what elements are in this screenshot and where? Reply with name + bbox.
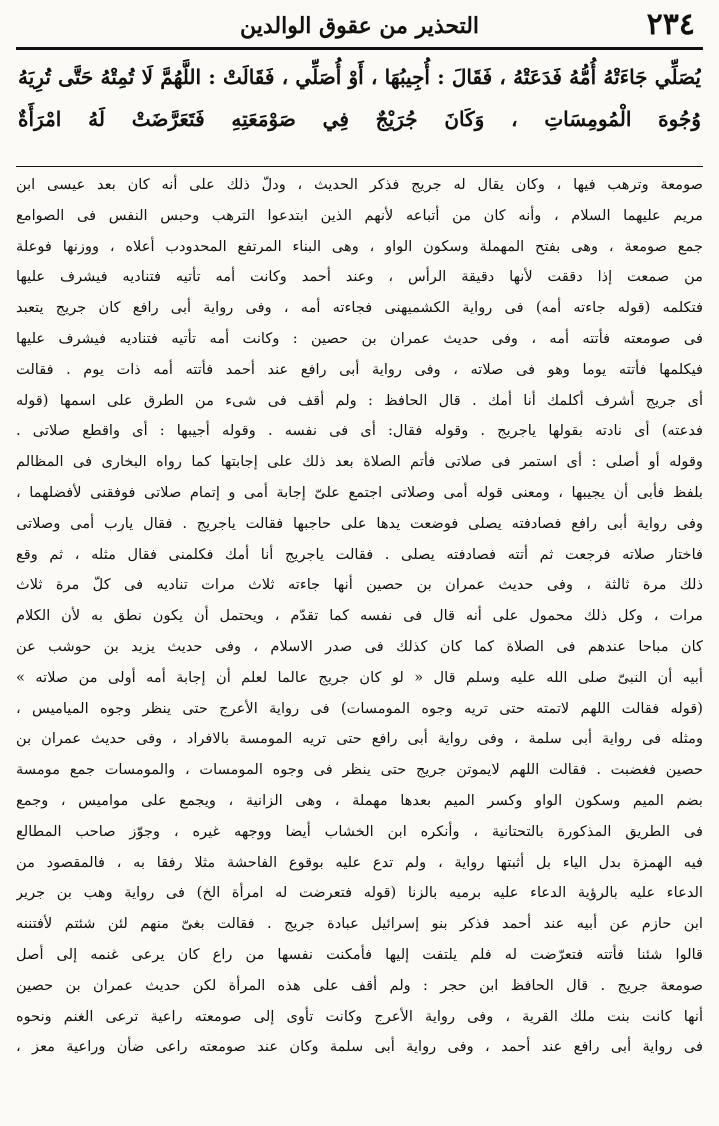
commentary-line: فى صومعته فأتته أمه ، وفى حديث عمران بن حصين : وكانت أمه تأتيه فتناديه فيشرف عليها xyxy=(16,329,703,347)
commentary-line: قالوا شئنا فأتته فتعرّضت له فلم يلتفت إليها فأمكنت نفسها من راع كان يرعى غنمه إلى أصل xyxy=(16,945,703,963)
commentary-line: ابن حازم عن أبيه عند أحمد فذكر بنو إسرائيل عبادة جريج . فقالت بغىّ منهم لئن شئتم لأفتننه xyxy=(16,915,703,933)
hadith-line: وُجُوهَ الْمُومِسَاتِ ، وَكَانَ جُرَيْجٌ فِي صَوْمَعَتِهِ فَتَعَرَّضَتْ لَهُ امْرَأَةٌ xyxy=(18,107,701,131)
commentary-line: وفى رواية أبى رافع فصادفته يصلى فوضعت يدها على حاجبها فقالت ياجريج . فقال يارب أمى وصلاتى xyxy=(16,514,703,532)
commentary-separator xyxy=(16,166,703,167)
commentary-line: أبيه أن النبىّ صلى الله عليه وسلم قال « لو كان جريج عالما لعلم أن إجابة أمه أولى من صلاته » xyxy=(16,668,703,686)
commentary-line: حصين فغضبت . فقالت اللهم لايموتن جريج حتى ينظر فى وجوه المومسات ، والمومسات جمع مومسة xyxy=(16,761,703,779)
commentary-line: فى رواية أبى رافع عند أحمد ، وفى رواية أبى سلمة وكان عند صومعته راعى ضأن وراعية معز ، xyxy=(16,1038,703,1056)
commentary-line: بلفظ فأبى أن يجيبها ، ومعنى قوله أمى وصلاتى اجتمع علىّ إجابة أمى و إتمام صلاتى فوفقنى لأفضلهما ، xyxy=(16,483,703,501)
commentary-line: مرات ، وكل ذلك محمول على أنه قال فى نفسه كما تقدّم ، ويحتمل أن يكون نطق به لأن الكلام xyxy=(16,607,703,625)
commentary-line: وقوله أو أصلى : أى استمر فى صلاتى فأتم الصلاة بعد ذلك على إجابتها كما رواه البخارى فى المظالم xyxy=(16,453,703,471)
commentary-line: ذلك مرة ثالثة ، وفى حديث عمران بن حصين أنها جاءته ثلاث مرات تناديه فى كلّ مرة ثلاث xyxy=(16,576,703,594)
commentary-line: من صمعت إذا دققت لأنها دقيقة الرأس ، وعند أحمد وكانت أمه تأتيه فتناديه فيشرف عليها xyxy=(16,268,703,286)
commentary-text xyxy=(16,170,703,1120)
page-header xyxy=(20,6,699,46)
commentary-line: فدعته) أى نادته بقولها ياجريج . وقوله فقال: أى فى نفسه . وقوله أجيبها : أى واقطع صلاتى . xyxy=(16,422,703,440)
commentary-line: كان مباحا عندهم فى الصلاة كما كان كذلك فى صدر الاسلام ، وفى حديث يزيد بن حوشب عن xyxy=(16,637,703,655)
commentary-line: فيكلمها فأتته يوما وهو فى صلاته ، وفى رواية أبى رافع عند أحمد فأتته أمه ذات يوم . فقالت xyxy=(16,360,703,378)
commentary-line: ومثله فى رواية أبى سلمة ، وفى رواية أبى رافع حتى تريه المومسة بالافراد ، وفى حديث عمران بن xyxy=(16,730,703,748)
hadith-text xyxy=(18,56,701,161)
hadith-line: يُصَلِّي جَاءَتْهُ أُمُّهُ فَدَعَتْهُ ، فَقَالَ : أُجِيبُهَا ، أَوْ أُصَلِّي ، فَقَالَتْ : اللَّهُمَّ لَا تُمِتْهُ حَتَّى تُرِيَهُ xyxy=(18,65,701,89)
commentary-line: فتكلمه (قوله جاءته أمه) فى رواية الكشميهنى فجاءته أمه ، وفى رواية أبى رافع كان جريج يتعبد xyxy=(16,299,703,317)
commentary-line: أنها كانت بنت ملك القرية ، وفى رواية الأعرج وكانت تأوى إلى صومعته راعية ترعى الغنم ونحوه xyxy=(16,1007,703,1025)
commentary-line: فاختار صلاته فرجعت ثم أتته فصادفته يصلى . فقالت ياجريج أنا أمك فكلمنى فقال مثله ، ثم وقع xyxy=(16,545,703,563)
commentary-line: صومعة جريج . قال الحافظ ابن حجر : ولم أقف على هذه المرأة لكن حديث عمران بن حصين xyxy=(16,976,703,994)
commentary-line: مريم عليهما السلام ، وأنه كان من أتباعه لأنهم الذين ابتدعوا الترهب وحبس النفس فى الصوامع xyxy=(16,206,703,224)
commentary-line: أى جريج أشرف أكلمك أنا أمك . قال الحافظ : ولم أقف فى شىء من الطرق على اسمها (قوله xyxy=(16,391,703,409)
commentary-line: صومعة وترهب فيها ، وكان يقال له جريج فذكر الحديث ، ودلّ ذلك على أنه كان بعد عيسى ابن xyxy=(16,176,703,193)
commentary-line: جمع صومعة ، وهى بفتح المهملة وسكون الواو ، وهى البناء المرتفع المحدودب أعلاه ، ووزنها فوعلة xyxy=(16,237,703,255)
commentary-line: (قوله فقالت اللهم لاتمته حتى تريه وجوه المومسات) فى رواية الأعرج حتى ينظر وجوه المياميس ، xyxy=(16,699,703,717)
commentary-line: الدعاء عليه بالرؤية الدعاء عليه برميه بالزنا (قوله فتعرضت له امرأة الخ) فى رواية وهب بن جرير xyxy=(16,884,703,902)
commentary-line: بضم الميم وسكون الواو وكسر الميم بعدها مهملة ، وهى الزانية ، ويجمع على مواميس ، وجمع xyxy=(16,791,703,809)
commentary-line: فى الطريق المذكورة بالتحتانية ، وأنكره ابن الخشاب أيضا ووجهه غيره ، وجوّز صاحب المطالع xyxy=(16,822,703,840)
header-rule xyxy=(16,47,703,50)
commentary-line: فيه الهمزة بدل الياء بل أثبتها رواية ، ولم تدع عليه بوقوع الفاحشة مثلا رفقا به ، فالمقصود من xyxy=(16,853,703,871)
running-title: التحذير من عقوق الوالدين xyxy=(239,13,480,39)
page-number: ٢٣٤ xyxy=(646,7,695,42)
